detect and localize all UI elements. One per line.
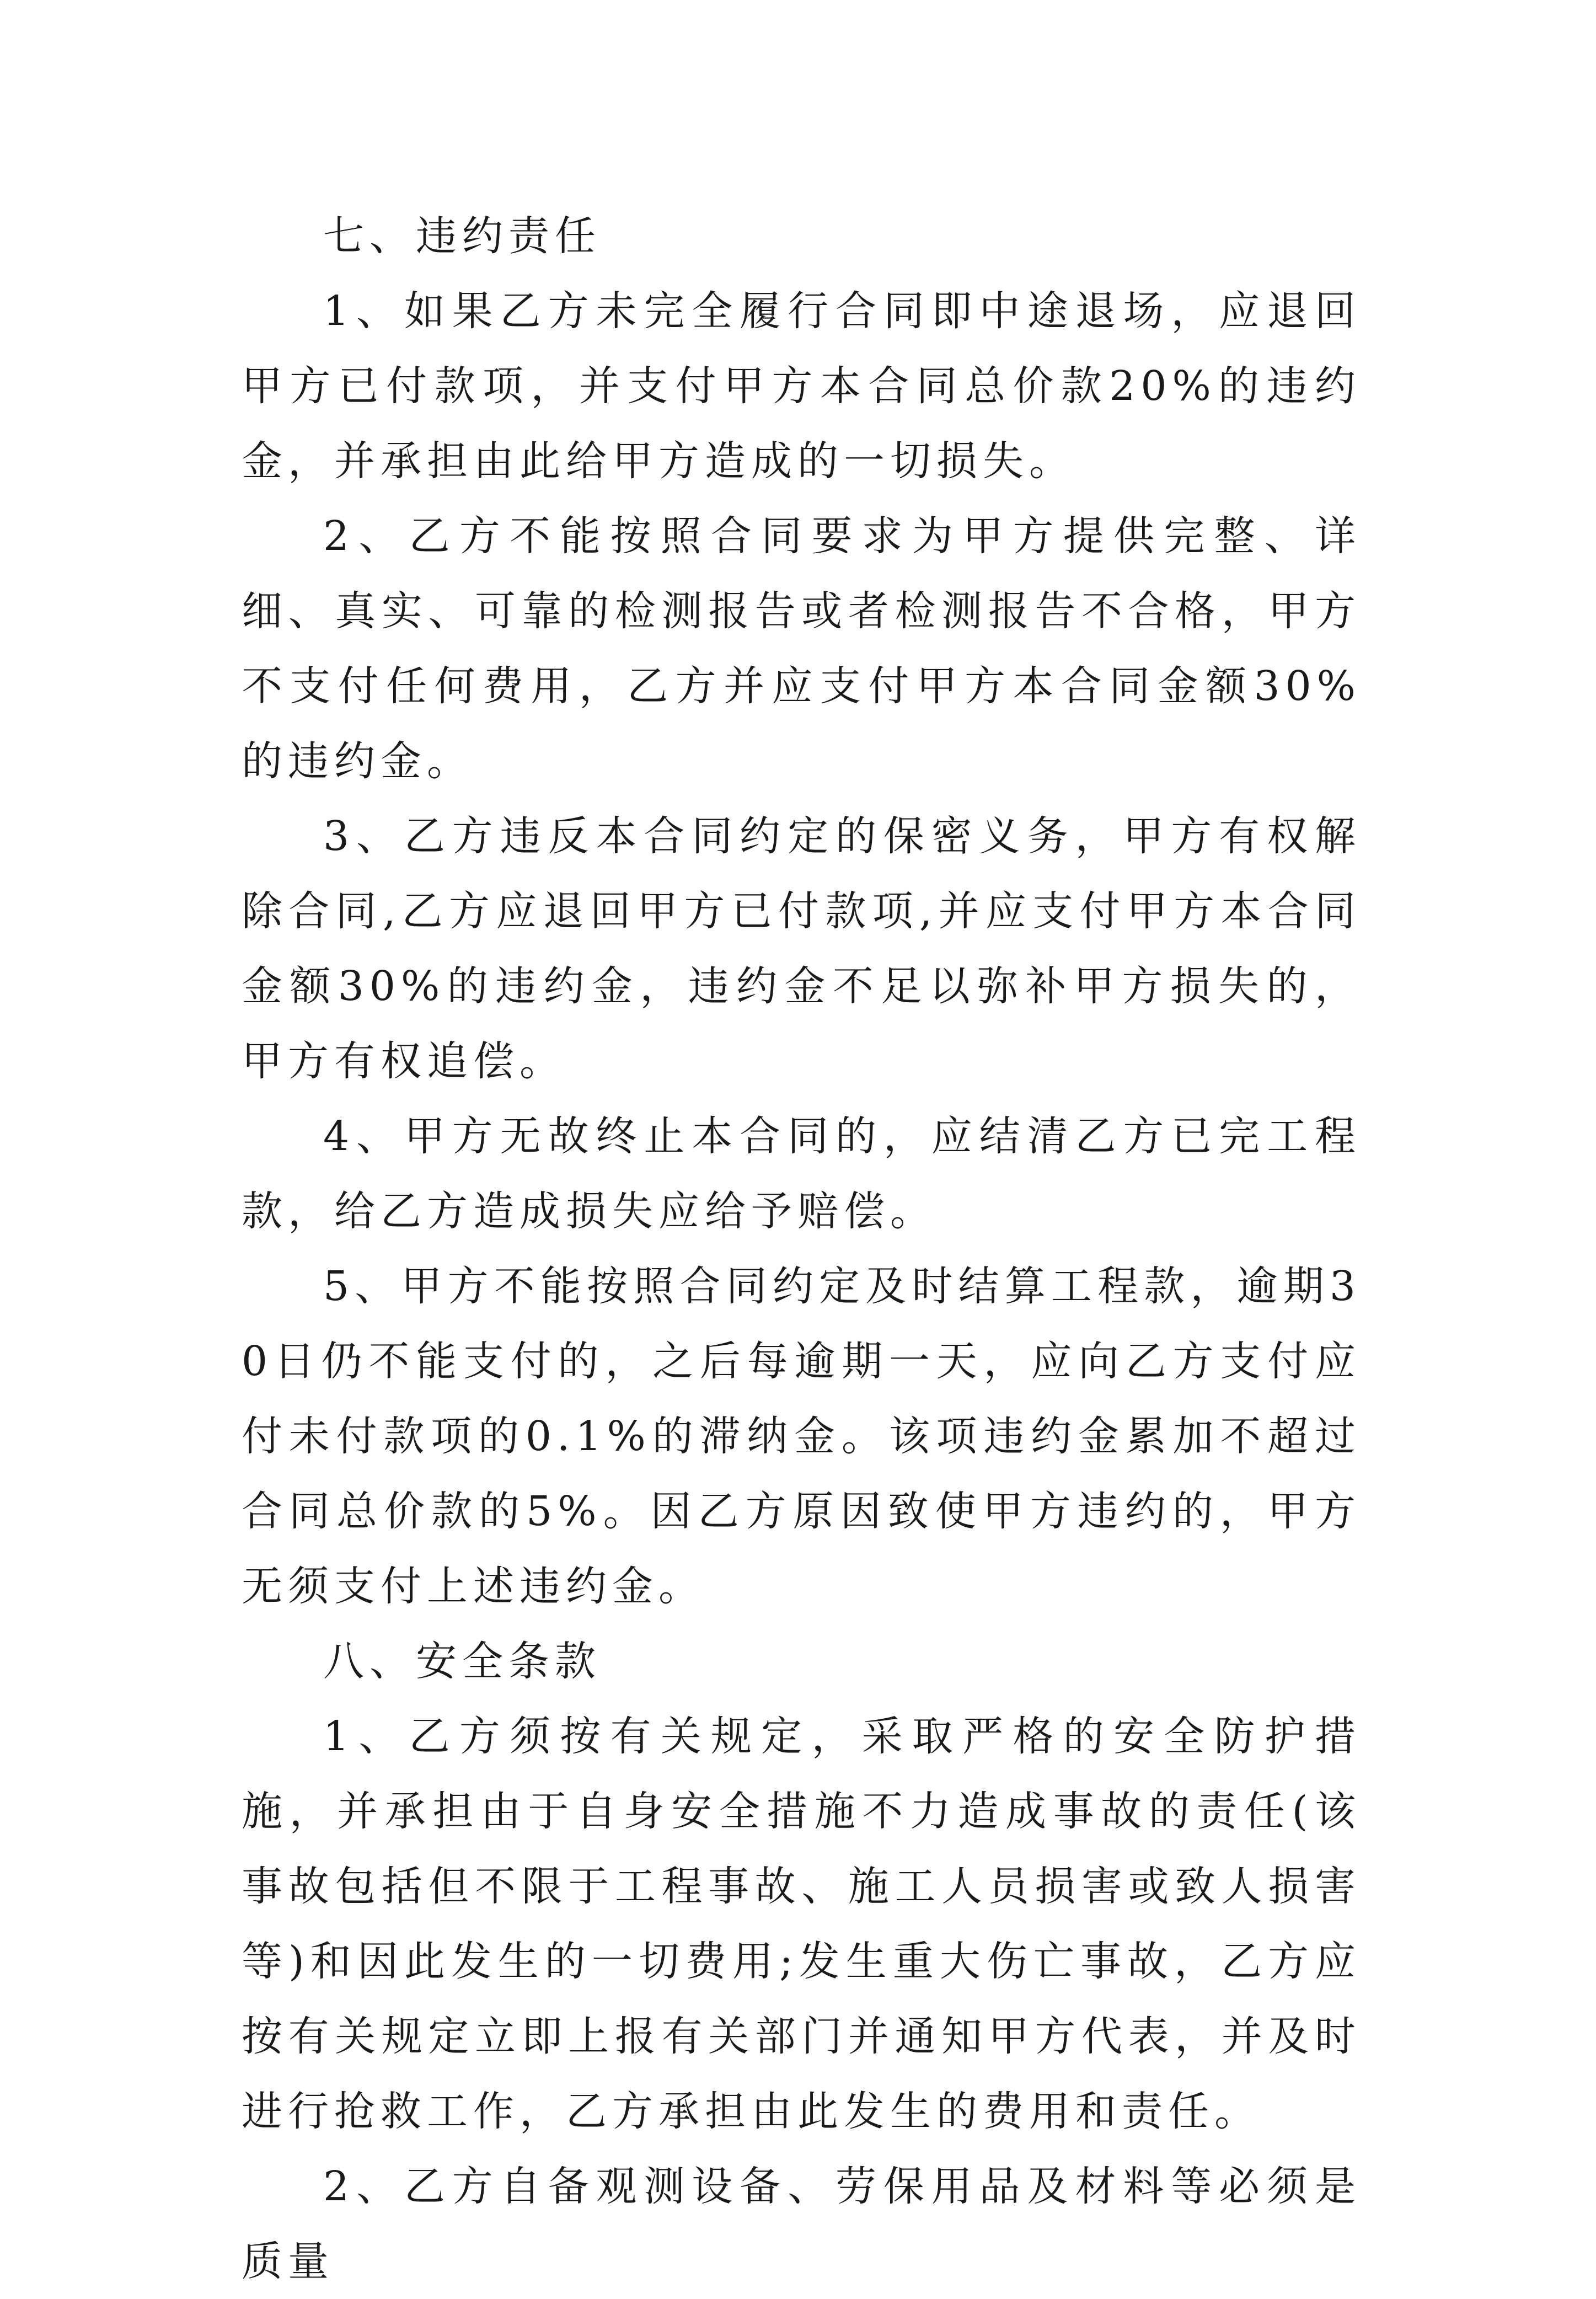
document-body <box>242 199 1361 2299</box>
clause-8-2: 2、乙方自备观测设备、劳保用品及材料等必须是质量 <box>242 2163 1361 2285</box>
section-heading-safety: 八、安全条款 <box>323 1638 601 1685</box>
clause-7-2: 2、乙方不能按照合同要求为甲方提供完整、详细、真实、可靠的检测报告或者检测报告不合格，甲方不支付任何费用，乙方并应支付甲方本合同金额30%的违约金。 <box>242 512 1361 785</box>
section-heading-liability: 七、违约责任 <box>323 212 601 260</box>
clause-7-1: 1、如果乙方未完全履行合同即中途退场，应退回甲方已付款项，并支付甲方本合同总价款20%的违约金，并承担由此给甲方造成的一切损失。 <box>242 287 1361 485</box>
clause-7-5: 5、甲方不能按照合同约定及时结算工程款，逾期30日仍不能支付的，之后每逾期一天，应向乙方支付应付未付款项的0.1%的滞纳金。该项违约金累加不超过合同总价款的5%。因乙方原因致使甲方违约的，甲方无须支付上述违约金。 <box>242 1263 1361 1610</box>
clause-7-3: 3、乙方违反本合同约定的保密义务，甲方有权解除合同,乙方应退回甲方已付款项,并应支付甲方本合同金额30%的违约金，违约金不足以弥补甲方损失的，甲方有权追偿。 <box>242 812 1361 1085</box>
clause-8-1: 1、乙方须按有关规定，采取严格的安全防护措施，并承担由于自身安全措施不力造成事故的责任(该事故包括但不限于工程事故、施工人员损害或致人损害等)和因此发生的一切费用;发生重大伤亡事故，乙方应按有关规定立即上报有关部门并通知甲方代表，并及时进行抢救工作，乙方承担由此发生的费用和责任。 <box>242 1713 1361 2135</box>
clause-7-4: 4、甲方无故终止本合同的，应结清乙方已完工程款，给乙方造成损失应给予赔偿。 <box>242 1113 1361 1235</box>
